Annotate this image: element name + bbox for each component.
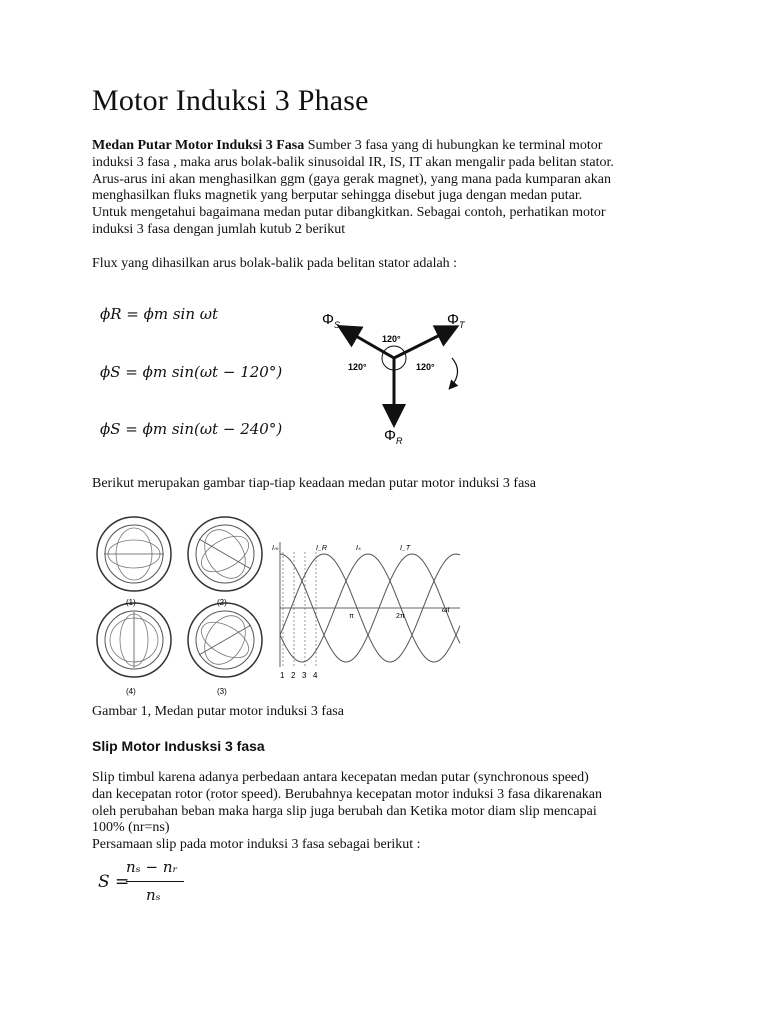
intro-text: Sumber 3 fasa yang di hubungkan ke terminal motor induksi 3 fasa , maka arus bolak-balik sinusoidal IR, IS, IT akan mengalir pada belitan stator. Arus-arus ini akan menghasilkan ggm (gaya gerak magnet), yang mana pada kumparan akan menghasilkan fluks magnetik yang berputar sehingga disebut juga dengan medan putar. Untuk mengetahui bagaimana medan putar dibangkitkan. Sebagai contoh, perhatikan motor induksi 3 fasa dengan jumlah kutub 2 berikut xyxy=(92,138,614,237)
equation-phi-s: ϕS = ϕm sin(ωt − 120°) xyxy=(100,363,283,381)
page-title: Motor Induksi 3 Phase xyxy=(92,84,369,117)
slip-formula-numerator: nₛ − nᵣ xyxy=(126,858,178,876)
figure-caption: Gambar 1, Medan putar motor induksi 3 fasa xyxy=(92,704,344,719)
flux-equations xyxy=(92,300,312,450)
tick-4: 4 xyxy=(313,671,318,680)
rotation-arrow-icon xyxy=(450,358,458,388)
three-phase-waveform xyxy=(272,542,460,680)
state-label-1: (1) xyxy=(126,598,136,607)
tick-3: 3 xyxy=(302,671,307,680)
angle-left-label: 120° xyxy=(348,362,367,372)
state-label-2: (2) xyxy=(217,598,227,607)
phi-r-label: $\Phi_R$ xyxy=(384,427,403,446)
slip-formula xyxy=(98,858,218,908)
equation-phi-r: ϕR = ϕm sin ωt xyxy=(100,305,219,323)
intro-heading: Medan Putar Motor Induksi 3 Fasa xyxy=(92,138,305,153)
phi-s-label: $\Phi_S$ xyxy=(322,311,340,330)
flux-text: Flux yang dihasilkan arus bolak-balik pada belitan stator adalah : xyxy=(92,256,458,271)
im-label: Iₘ xyxy=(272,545,279,552)
it-label: I_T xyxy=(400,545,411,552)
state-label-4: (4) xyxy=(126,687,136,696)
state-label-3: (3) xyxy=(217,687,227,696)
slip-heading: Slip Motor Indusksi 3 fasa xyxy=(92,738,265,754)
slip-formula-lhs: S = xyxy=(98,872,130,892)
rotating-field-text: Berikut merupakan gambar tiap-tiap keadaan medan putar motor induksi 3 fasa xyxy=(92,476,536,491)
tick-1: 1 xyxy=(280,671,285,680)
intro-paragraph xyxy=(92,138,614,239)
phi-t-label: $\Phi_T$ xyxy=(447,311,465,330)
two-pi-label: 2π xyxy=(396,613,405,620)
angle-top-label: 120° xyxy=(382,334,401,344)
omega-t-label: ωt xyxy=(442,607,450,614)
ir-label: I_R xyxy=(316,545,327,552)
slip-paragraph: Slip timbul karena adanya perbedaan antara kecepatan medan putar (synchronous speed) dan kecepatan rotor (rotor speed). Berubahnya kecepatan motor induksi 3 fasa dikarenakan oleh perubahan beban maka harga slip juga berubah dan Ketika motor diam slip mencapai 100% (nr=ns) Persamaan slip pada motor induksi 3 fasa sebagai berikut : xyxy=(92,770,603,853)
angle-right-label: 120° xyxy=(416,362,435,372)
slip-formula-denominator: nₛ xyxy=(146,886,161,904)
pi-label: π xyxy=(349,613,354,620)
equation-phi-t: ϕS = ϕm sin(ωt − 240°) xyxy=(100,420,283,438)
stator-state-2 xyxy=(188,517,262,591)
rotating-field-figure xyxy=(94,512,464,702)
phasor-diagram xyxy=(312,300,482,450)
stator-state-3 xyxy=(188,603,262,677)
phasor-t-arrow xyxy=(394,328,454,358)
tick-2: 2 xyxy=(291,671,296,680)
is-label: Iₛ xyxy=(356,545,361,552)
fraction-bar xyxy=(126,881,184,882)
stator-state-4 xyxy=(97,603,171,677)
stator-state-1 xyxy=(97,517,171,591)
